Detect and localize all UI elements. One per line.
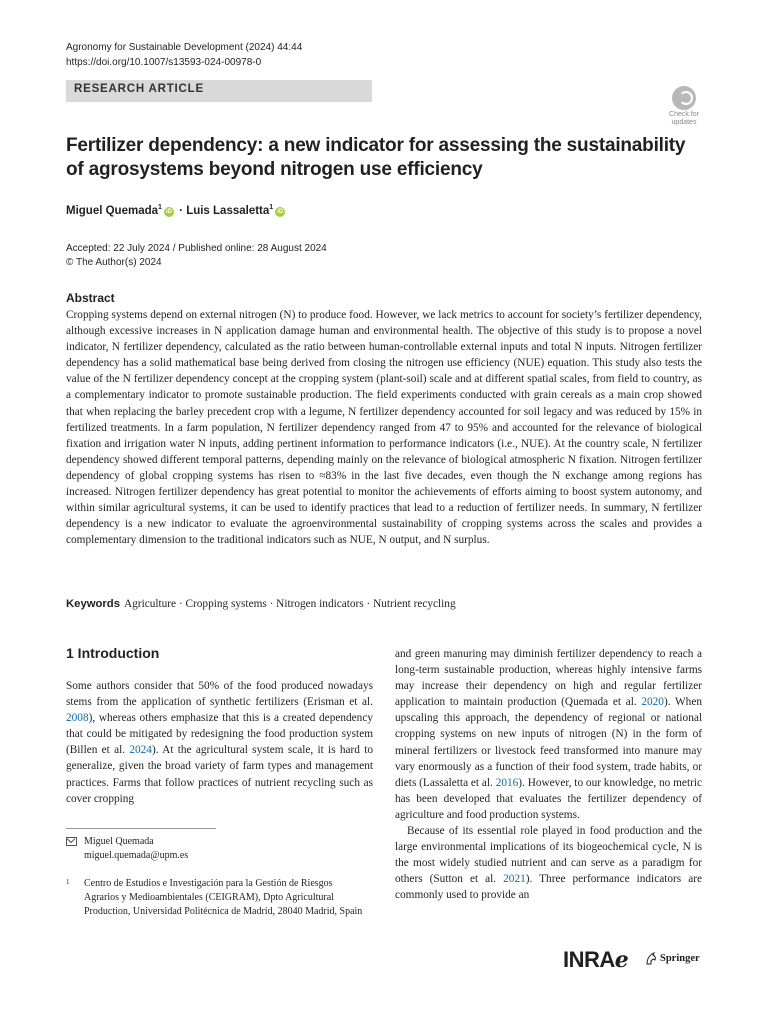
author-name[interactable]: Luis Lassaletta	[186, 204, 270, 217]
keywords-text: Agriculture · Cropping systems · Nitrogen indicators · Nutrient recycling	[124, 598, 456, 610]
affil-text: Centro de Estudios e Investigación para la Gestión de Riesgos Agrarios y Medioambientales (CEIGRAM), Dpto Agricultural Production, Universidad Politécnica de Madrid, 28040 Madrid, Spain	[84, 878, 363, 917]
springer-horse-icon	[645, 952, 657, 965]
footnote-divider	[66, 828, 216, 829]
text-run: Some authors consider that 50% of the food produced nowadays stems from the application of synthetic fertilizers (Erisman et al.	[66, 680, 373, 709]
journal-line: Agronomy for Sustainable Development (2024) 44:44	[66, 42, 303, 53]
check-for-updates-badge[interactable]	[664, 86, 704, 124]
abstract-text: Cropping systems depend on external nitrogen (N) to produce food. However, we lack metrics to account for society’s fertilizer dependency, although excessive increases in N application damage human and environmental health. The objective of this study is to propose a novel indicator, N fertilizer dependency, calculated as the ratio between human-controllable external inputs and total N inputs. Nitrogen fertilizer dependency has a solid mathematical base being derived from closing the nitrogen use efficiency (NUE) equation. This study also tests the value of the N fertilizer dependency concept at the cropping system (plant-soil) scale and at different spatial scales, from field to country, as a complementary indicator to promote sustainable production. The field experiments conducted with grain cereals as a main crop showed that when replacing the barley precedent crop with a legume, N fertilizer dependency accounted for soil legacy and was reduced by 15% in fertilized treatments. In a farm population, N fertilizer dependency ranged from 47 to 95% and accounted for the relevance of biological fixation and irrigation water N inputs, adding pertinent information to performance indicators (i.e., NUE). At the country scale, N fertilizer dependency showed different temporal patterns, depending mainly on the relevance of biological atmospheric N fixation. Nitrogen fertilizer dependency of global cropping systems has risen to ≈83% in the last five decades, even though the N exchange among regions has increased. Nitrogen fertilizer dependency has great potential to monitor the achievements of efforts aiming to boost system autonomy, and within similar agricultural systems, it can be used to identify practices that lead to a reduction of fertilizer needs. In summary, N fertilizer dependency is a new indicator to evaluate the agroenvironmental sustainability of cropping systems across the scales and provides a complementary dimension to the traditional indicators such as NUE, N output, and N surplus.	[66, 309, 702, 547]
intro-column-left	[66, 678, 373, 807]
paragraph	[395, 646, 702, 823]
text-run: ). However, to our knowledge, no metric has been developed that evaluates the fertilizer dependency of agriculture and food production systems.	[395, 776, 702, 821]
article-title: Fertilizer dependency: a new indicator for assessing the sustainability of agrosystems beyond nitrogen use efficiency	[66, 135, 686, 180]
author-affil-sup: 1	[269, 204, 274, 211]
affil-number: 1	[66, 878, 70, 886]
text-run: ). At the agricultural system scale, it is hard to generalize, given the broad variety of farm types and management practices. Farms that follow practices of nutrient recycling such as cover cropping	[66, 744, 374, 805]
paragraph	[395, 823, 702, 903]
citation-link[interactable]: 2024	[129, 744, 152, 757]
text-run: ), whereas others emphasize that this is a created dependency that could be mitigated by redesigning the food production system (Billen et al.	[66, 712, 373, 757]
citation-link[interactable]: 2008	[66, 712, 89, 725]
author-name[interactable]: Miguel Quemada	[66, 204, 159, 217]
citation-link[interactable]: 2020	[641, 696, 664, 709]
text-run: Because of its essential role played in food production and the large environmental implications of its biogeochemical cycle, N is the most widely studied nutrient and can serve as a paradigm for others (Sutton et al.	[395, 825, 702, 886]
text-run: ). When upscaling this approach, the dependency of regional or national cropping systems on new inputs of nitrogen (N) in the form of mineral fertilizers or livestock feed transformed into manure may vary enormously as a function of their food system, trade habits, or diets (Lassaletta et al.	[395, 696, 702, 789]
corr-email[interactable]: miguel.quemada@upm.es	[84, 850, 189, 861]
orcid-icon[interactable]: iD	[165, 208, 172, 215]
abstract-heading: Abstract	[66, 291, 115, 305]
author-list	[66, 204, 287, 217]
check-label-1: Check for	[669, 111, 699, 118]
keywords-label: Keywords	[66, 598, 120, 610]
springer-logo: Springer	[660, 953, 700, 964]
section-heading-introduction: 1 Introduction	[66, 645, 160, 661]
section-label: RESEARCH ARTICLE	[74, 83, 204, 95]
journal-citation	[66, 40, 302, 70]
keywords	[66, 598, 456, 610]
publication-dates	[66, 242, 327, 270]
text-run: and green manuring may diminish fertilizer dependency to reach a long-term sustainable production, whereas highly intensive farms may increase their dependency on high and regular fertilizer application to maintain production (Quemada et al.	[395, 648, 702, 709]
author-separator: ·	[179, 204, 183, 217]
intro-column-right	[395, 646, 702, 904]
citation-link[interactable]: 2016	[495, 776, 519, 789]
orcid-icon[interactable]: iD	[277, 208, 284, 215]
envelope-icon	[66, 837, 77, 846]
text-run: ). Three performance indicators are commonly used to provide an	[395, 873, 702, 902]
corr-name: Miguel Quemada	[84, 836, 154, 847]
author-affil-sup: 1	[158, 204, 162, 211]
check-updates-icon	[672, 86, 696, 110]
inrae-logo: INRAℯ	[563, 947, 629, 972]
section-banner	[66, 80, 372, 102]
corresponding-author	[66, 835, 188, 863]
citation-link[interactable]: 2021	[503, 873, 526, 886]
doi-link[interactable]: https://doi.org/10.1007/s13593-024-00978-0	[66, 57, 262, 68]
dates-line: Accepted: 22 July 2024 / Published online: 28 August 2024	[66, 243, 327, 254]
check-label-2: updates	[671, 119, 697, 126]
copyright-line: © The Author(s) 2024	[66, 257, 162, 268]
affiliation-footnote	[66, 877, 366, 919]
